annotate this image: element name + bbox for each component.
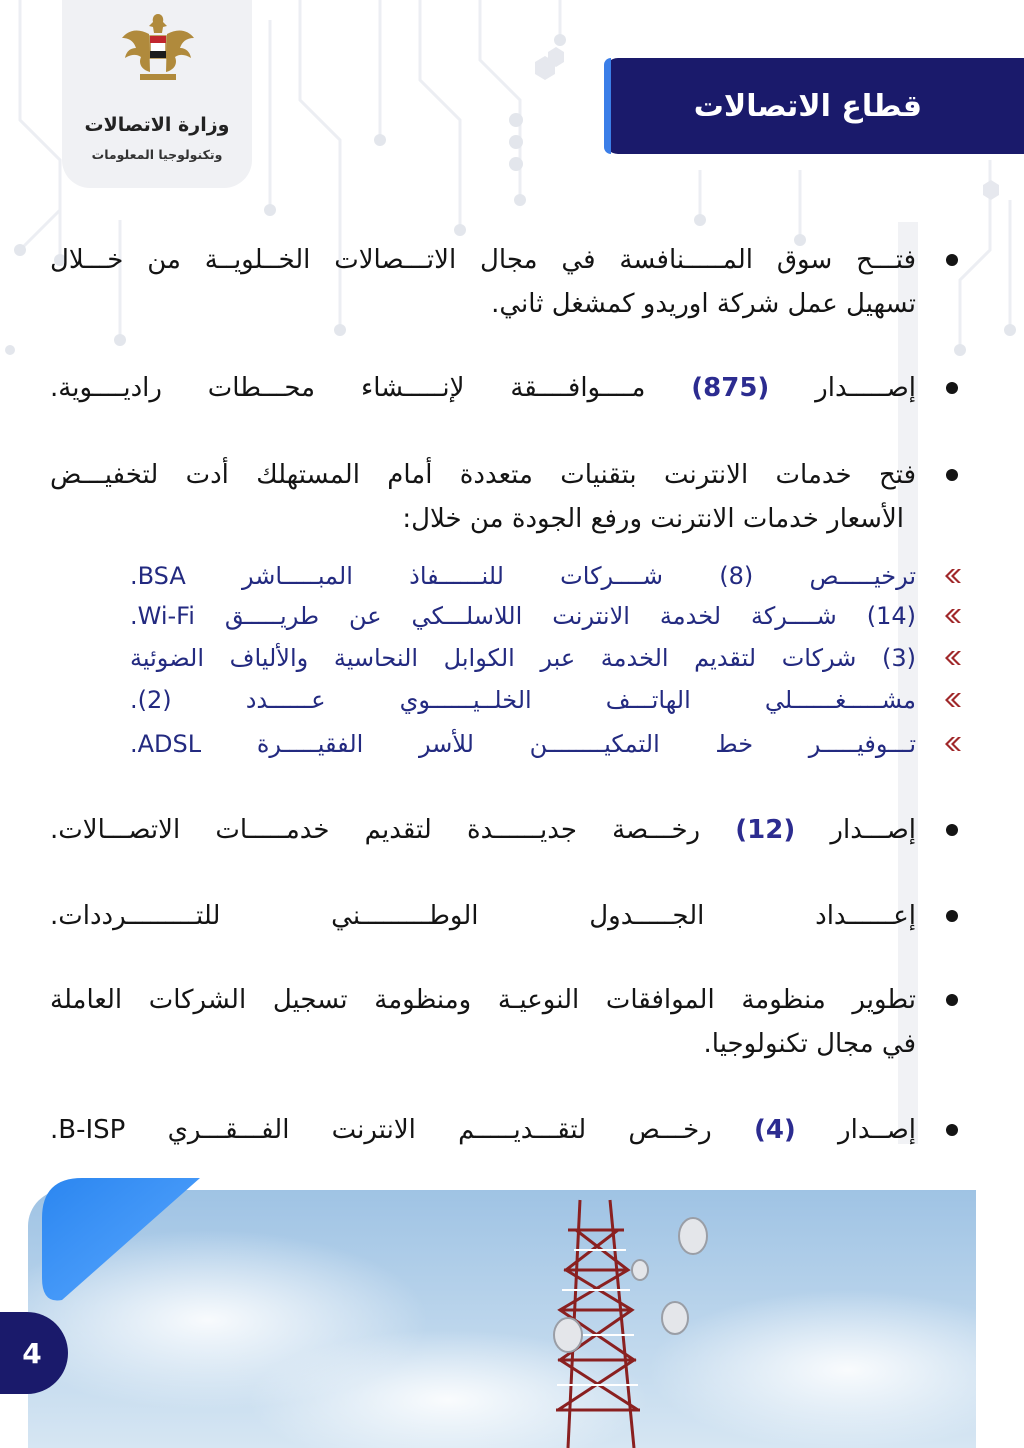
bullet-isp-licenses <box>50 1108 920 1152</box>
circle-bullet-icon <box>946 254 958 266</box>
sub-item-bsa: ترخيـــــص (8) شــــركات للنــــــفاذ المبـــــاشر BSA. <box>130 562 916 590</box>
sub-item-wifi: (14) شــــركة لخدمة الانترنت اللاسلـــكي عن طريـــــق Wi-Fi. <box>130 602 916 630</box>
section-title: قطاع الاتصالات <box>693 88 922 124</box>
bullet-radio-stations <box>50 366 920 410</box>
bullet-frequency-table: إعــــــداد الجـــــدول الوطـــــــــني للتـــــــــرددات. <box>50 901 916 931</box>
bullet-line: الأسعار خدمات الانترنت ورفع الجودة من خلال: <box>402 504 904 534</box>
sub-item-mobile-operators: مشـــــغــــــلي الهاتـــف الخلــيــــــوي عــــــدد (2). <box>130 686 916 714</box>
bullet-number: (875) <box>691 373 770 403</box>
decorative-blue-shape <box>42 1178 200 1304</box>
bullet-line: تطوير منظومة الموافقات النوعيـة ومنظومة تسجيل الشركات العاملة <box>50 985 916 1015</box>
bullet-text: إصــدار <box>795 1115 916 1145</box>
arrow-bullet-icon <box>942 734 962 754</box>
bullet-approvals-system <box>50 978 920 1066</box>
circle-bullet-icon <box>946 1124 958 1136</box>
page-number: 4 <box>22 1336 42 1370</box>
circle-bullet-icon <box>946 382 958 394</box>
arrow-bullet-icon <box>942 606 962 626</box>
arrow-bullet-icon <box>942 648 962 668</box>
sub-item-adsl: تـــوفيـــــر خط التمكيــــــــن للأسر الفقيـــــرة ADSL. <box>130 730 916 758</box>
arrow-bullet-icon <box>942 690 962 710</box>
bullet-text: رخـــصة جديــــــدة لتقديم خدمـــــات الاتصـــالات. <box>50 815 736 845</box>
bullet-internet-services <box>50 453 920 541</box>
bullet-text: إصـــدار <box>795 815 917 845</box>
ministry-name: وزارة الاتصالات <box>84 114 230 136</box>
circle-bullet-icon <box>946 824 958 836</box>
bullet-text: مــــوافــــقة لإنـــــشاء محـــطات راديــــوية. <box>50 373 692 403</box>
bullet-text: إصـــــدار <box>769 373 916 403</box>
sub-item-cables: (3) شركات لتقديم الخدمة عبر الكوابل النحاسية والألياف الضوئية <box>130 644 916 672</box>
bullet-line: فتـــح سوق المـــــنافسة في مجال الاتـــصالات الخــلويــة من خـــلال <box>50 245 916 275</box>
bullet-number: (4) <box>753 1115 796 1145</box>
circle-bullet-icon <box>946 994 958 1006</box>
circle-bullet-icon <box>946 469 958 481</box>
bullet-competition <box>50 238 920 326</box>
bullet-number: (12) <box>735 815 796 845</box>
bullet-line: في مجال تكنولوجيا. <box>703 1029 916 1059</box>
bullet-line: فتح خدمات الانترنت بتقنيات متعددة أمام المستهلك أدت لتخفيـــض <box>50 460 916 490</box>
bullet-line: تسهيل عمل شركة اوريدو كمشغل ثاني. <box>491 289 916 319</box>
bullet-text: رخـــص لتقـــديـــــم الانترنت الفـــقـــري B-ISP. <box>50 1115 754 1145</box>
ministry-subtitle: وتكنولوجيا المعلومات <box>91 147 223 162</box>
arrow-bullet-icon <box>942 566 962 586</box>
bullet-telecom-licenses <box>50 808 920 852</box>
circle-bullet-icon <box>946 910 958 922</box>
